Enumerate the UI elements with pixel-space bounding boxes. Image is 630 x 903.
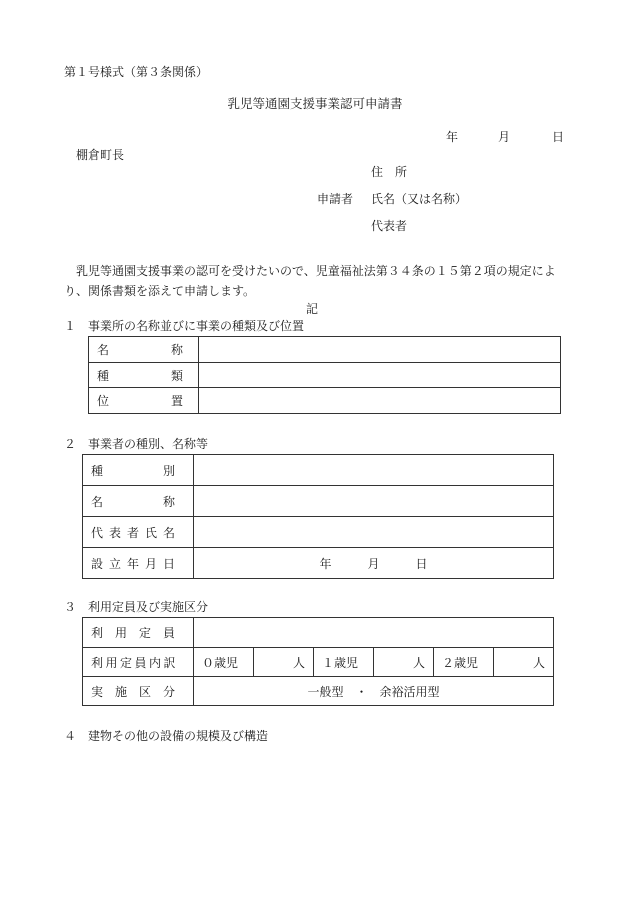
age0-count-field[interactable]: 人 <box>254 648 314 677</box>
table-row <box>83 486 554 517</box>
section1-heading: １ 事業所の名称並びに事業の種類及び位置 <box>64 319 305 333</box>
section2-heading: ２ 事業者の種別、名称等 <box>64 437 209 451</box>
table-row <box>83 548 554 579</box>
row-label-name: 名 称 <box>89 337 199 363</box>
age1-label: １歳児 <box>314 648 374 677</box>
table-row <box>83 618 554 648</box>
applicant-representative-label: 代表者 <box>371 219 408 233</box>
row-label-category: 実 施 区 分 <box>83 677 194 706</box>
age2-label: ２歳児 <box>434 648 494 677</box>
row-label-type: 種 類 <box>89 363 199 388</box>
table-row <box>83 455 554 486</box>
table-row <box>83 677 554 706</box>
ki-mark: 記 <box>306 302 319 316</box>
operator-name-field[interactable] <box>194 486 554 517</box>
table-row <box>89 337 561 363</box>
row-label-kind: 種 別 <box>83 455 194 486</box>
table-row <box>89 363 561 388</box>
age2-count-field[interactable]: 人 <box>494 648 554 677</box>
row-label-capacity: 利 用 定 員 <box>83 618 194 648</box>
addressee: 棚倉町長 <box>76 148 125 162</box>
established-date-field[interactable]: 年 月 日 <box>194 548 554 579</box>
location-field[interactable] <box>199 388 561 414</box>
representative-name-field[interactable] <box>194 517 554 548</box>
row-label-established: 設 立 年 月 日 <box>83 548 194 579</box>
section4-heading: ４ 建物その他の設備の規模及び構造 <box>64 729 269 743</box>
section1-table <box>88 336 561 414</box>
table-row <box>83 648 554 677</box>
category-field[interactable]: 一般型 ・ 余裕活用型 <box>194 677 554 706</box>
business-type-field[interactable] <box>199 363 561 388</box>
body-text: 乳児等通園支援事業の認可を受けたいので、児童福祉法第３４条の１５第２項の規定により、関係書類を添えて申請します。 <box>64 264 556 298</box>
row-label-breakdown: 利用定員内訳 <box>83 648 194 677</box>
table-row <box>83 517 554 548</box>
form-number: 第１号様式（第３条関係） <box>64 65 209 79</box>
age0-label: ０歳児 <box>194 648 254 677</box>
facility-name-field[interactable] <box>199 337 561 363</box>
age1-count-field[interactable]: 人 <box>374 648 434 677</box>
row-label-operator-name: 名 称 <box>83 486 194 517</box>
page-title: 乳児等通園支援事業認可申請書 <box>227 96 403 111</box>
section3-heading: ３ 利用定員及び実施区分 <box>64 600 209 614</box>
section3-table <box>82 617 554 706</box>
row-label-representative: 代 表 者 氏 名 <box>83 517 194 548</box>
date-month-label: 月 <box>498 130 511 144</box>
row-label-location: 位 置 <box>89 388 199 414</box>
applicant-label: 申請者 <box>317 192 354 206</box>
date-year-label: 年 <box>446 130 459 144</box>
operator-kind-field[interactable] <box>194 455 554 486</box>
table-row <box>89 388 561 414</box>
applicant-address-label: 住 所 <box>371 165 408 179</box>
section2-table <box>82 454 554 579</box>
applicant-name-label: 氏名（又は名称） <box>371 192 468 206</box>
capacity-field[interactable] <box>194 618 554 648</box>
date-day-label: 日 <box>552 130 565 144</box>
